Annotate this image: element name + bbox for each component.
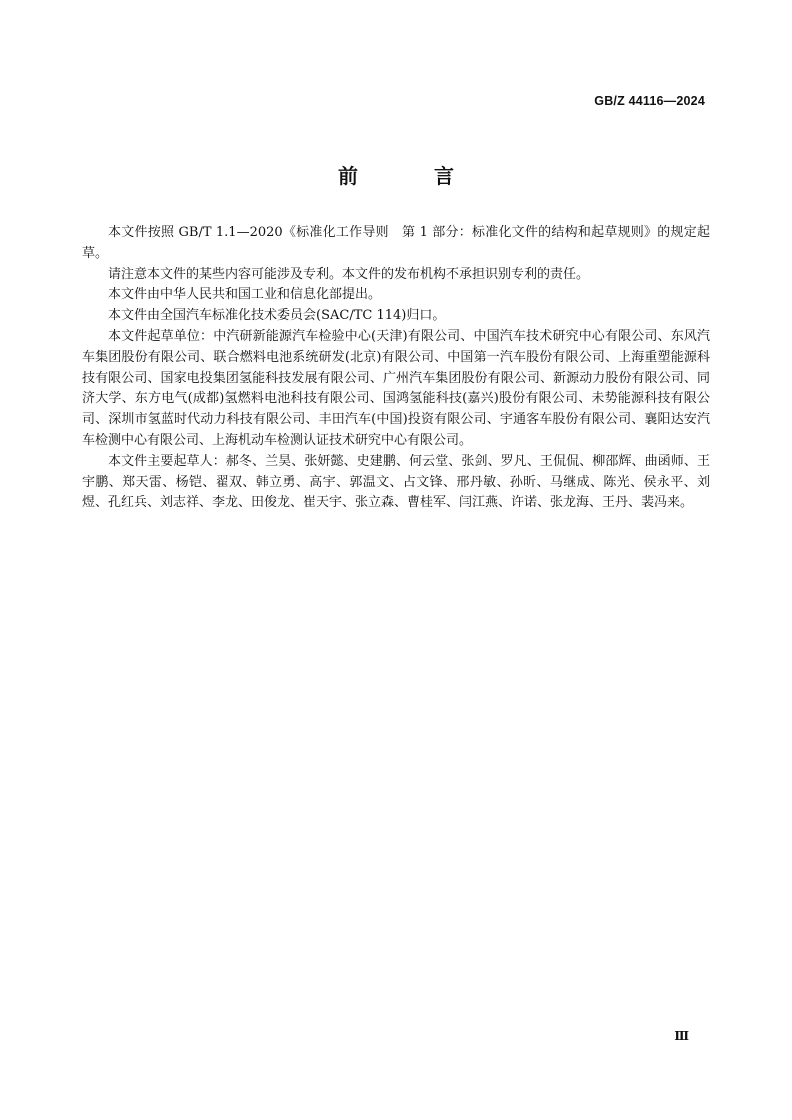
page-title: 前 言 bbox=[338, 164, 482, 188]
foreword-body bbox=[82, 223, 710, 514]
page-number: Ⅲ bbox=[674, 1029, 689, 1043]
document-code: GB/Z 44116—2024 bbox=[594, 94, 705, 108]
paragraph-drafting-rules: 本文件按照 GB/T 1.1—2020《标准化工作导则 第 1 部分：标准化文件的结构和起草规则》的规定起草。 bbox=[82, 225, 710, 261]
paragraph-main-drafters: 本文件主要起草人：郝冬、兰昊、张妍懿、史建鹏、何云堂、张剑、罗凡、王侃侃、柳邵辉、曲函师、王宇鹏、郑天雷、杨铠、翟双、韩立勇、高宇、郭温文、占文锋、邢丹敏、孙昕、马继成、陈光、侯永平、刘煜、孔红兵、刘志祥、李龙、田俊龙、崔天宇、张立森、曹桂军、闫江燕、许诺、张龙海、王丹、裴冯来。 bbox=[82, 453, 710, 511]
paragraph-proposer: 本文件由中华人民共和国工业和信息化部提出。 bbox=[108, 287, 382, 303]
paragraph-technical-committee: 本文件由全国汽车标准化技术委员会(SAC/TC 114)归口。 bbox=[108, 308, 446, 324]
paragraph-drafting-organizations: 本文件起草单位：中汽研新能源汽车检验中心(天津)有限公司、中国汽车技术研究中心有限公司、东风汽车集团股份有限公司、联合燃料电池系统研发(北京)有限公司、中国第一汽车股份有限公司、上海重塑能源科技有限公司、国家电投集团氢能科技发展有限公司、广州汽车集团股份有限公司、新源动力股份有限公司、同济大学、东方电气(成都)氢燃料电池科技有限公司、国鸿氢能科技(嘉兴)股份有限公司、未势能源科技有限公司、深圳市氢蓝时代动力科技有限公司、丰田汽车(中国)投资有限公司、宇通客车股份有限公司、襄阳达安汽车检测中心有限公司、上海机动车检测认证技术研究中心有限公司。 bbox=[82, 328, 710, 448]
paragraph-patent-notice: 请注意本文件的某些内容可能涉及专利。本文件的发布机构不承担识别专利的责任。 bbox=[108, 266, 590, 282]
